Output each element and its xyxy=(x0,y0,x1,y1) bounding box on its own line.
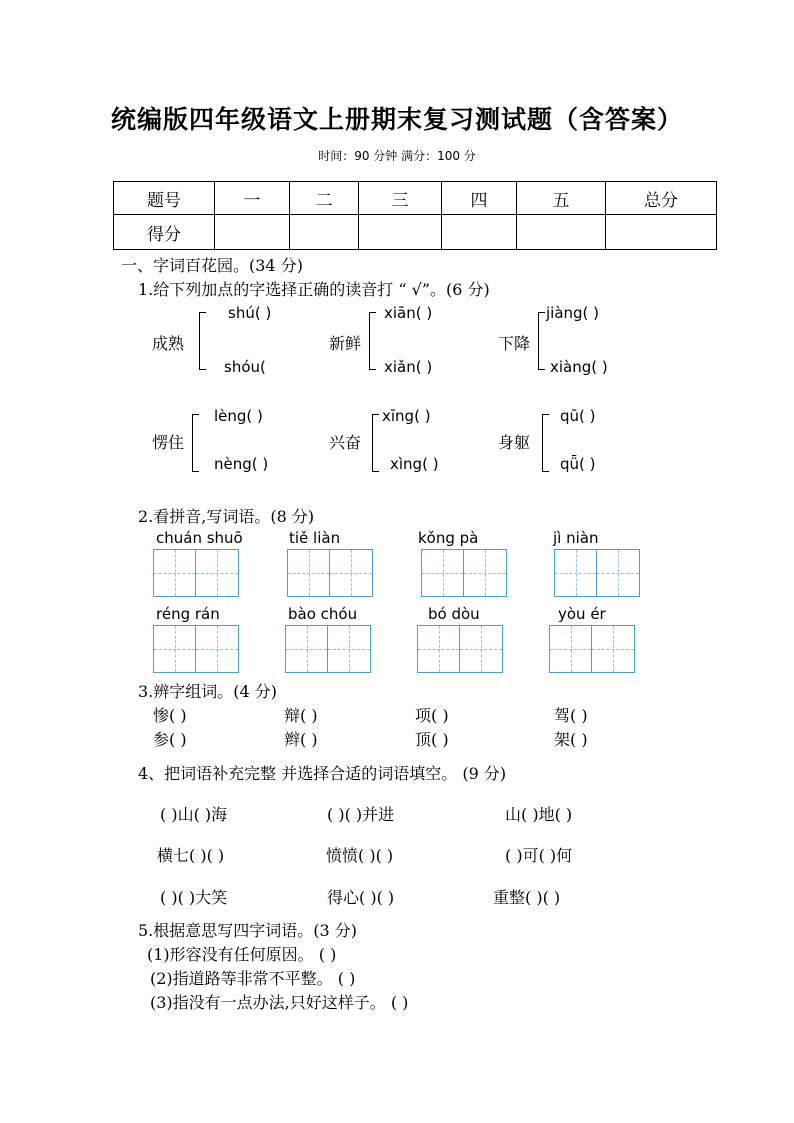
q1-option[interactable]: qū( ) xyxy=(560,407,596,425)
score-header-cell: 二 xyxy=(290,182,359,215)
section-1-heading: 一、字词百花园。(34 分) xyxy=(121,256,303,275)
q3-heading: 3.辨字组词。(4 分) xyxy=(138,682,278,701)
writing-grid[interactable] xyxy=(417,625,503,673)
writing-grid[interactable] xyxy=(554,549,640,597)
q3-item[interactable]: 惨( ) xyxy=(153,706,187,725)
score-header-cell: 一 xyxy=(215,182,290,215)
q1-option[interactable]: shú( ) xyxy=(228,304,272,322)
q1-option[interactable]: xìng( ) xyxy=(390,455,439,473)
q5-item[interactable]: (2)指道路等非常不平整。 ( ) xyxy=(150,969,356,988)
score-cell[interactable] xyxy=(359,215,442,250)
pinyin-label: yòu ér xyxy=(558,605,606,623)
q4-item[interactable]: 横七( )( ) xyxy=(157,846,225,865)
score-row-label: 得分 xyxy=(114,215,215,250)
score-header-cell: 总分 xyxy=(606,182,717,215)
q1-word: 愣住 xyxy=(152,433,185,452)
q3-item[interactable]: 参( ) xyxy=(153,730,187,749)
q4-item[interactable]: ( )可( )何 xyxy=(505,846,573,865)
q4-item[interactable]: 重整( )( ) xyxy=(493,888,561,907)
q1-option[interactable]: nèng( ) xyxy=(214,455,269,473)
q1-option[interactable]: lèng( ) xyxy=(214,407,263,425)
q3-item[interactable]: 项( ) xyxy=(415,706,449,725)
q4-item[interactable]: 山( )地( ) xyxy=(505,805,573,824)
q1-word: 新鲜 xyxy=(329,334,362,353)
bracket-icon xyxy=(538,312,545,370)
q5-heading: 5.根据意思写四字词语。(3 分) xyxy=(138,921,358,940)
score-header-cell: 四 xyxy=(442,182,517,215)
score-header-cell: 三 xyxy=(359,182,442,215)
q1-word: 成熟 xyxy=(152,334,185,353)
score-table xyxy=(113,181,717,250)
q3-item[interactable]: 顶( ) xyxy=(415,730,449,749)
q1-word: 兴奋 xyxy=(329,433,362,452)
bracket-icon xyxy=(372,414,379,472)
score-header-cell: 题号 xyxy=(114,182,215,215)
pinyin-label: chuán shuō xyxy=(156,529,243,547)
writing-grid[interactable] xyxy=(153,625,239,673)
q1-option[interactable]: xiān( ) xyxy=(384,304,433,322)
q4-item[interactable]: ( )( )并进 xyxy=(327,805,395,824)
score-table-header-row xyxy=(114,182,717,215)
q1-word: 下降 xyxy=(498,334,531,353)
q1-word: 身躯 xyxy=(498,433,531,452)
score-cell[interactable] xyxy=(290,215,359,250)
q3-item[interactable]: 辩( ) xyxy=(284,706,318,725)
exam-info: 时间：90 分钟 满分：100 分 xyxy=(318,149,476,163)
q2-heading: 2.看拼音,写词语。(8 分) xyxy=(138,507,315,526)
q3-item[interactable]: 辫( ) xyxy=(284,730,318,749)
writing-grid[interactable] xyxy=(421,549,507,597)
pinyin-label: tiě liàn xyxy=(289,529,341,547)
bracket-icon xyxy=(369,312,376,370)
pinyin-label: jì niàn xyxy=(553,529,599,547)
q4-heading: 4、把词语补充完整 并选择合适的词语填空。 (9 分) xyxy=(138,764,507,783)
q1-option[interactable]: xiǎn( ) xyxy=(384,358,433,376)
q4-item[interactable]: ( )山( )海 xyxy=(160,805,228,824)
pinyin-label: bào chóu xyxy=(288,605,358,623)
pinyin-label: kǒng pà xyxy=(418,529,479,547)
score-cell[interactable] xyxy=(442,215,517,250)
score-table-score-row xyxy=(114,215,717,250)
writing-grid[interactable] xyxy=(285,625,371,673)
q3-item[interactable]: 驾( ) xyxy=(554,706,588,725)
bracket-icon xyxy=(542,414,549,472)
writing-grid[interactable] xyxy=(153,549,239,597)
q1-heading: 1.给下列加点的字选择正确的读音打 “ √”。(6 分) xyxy=(138,280,490,299)
q1-option[interactable]: xīng( ) xyxy=(382,407,431,425)
score-cell[interactable] xyxy=(606,215,717,250)
q5-item[interactable]: (1)形容没有任何原因。 ( ) xyxy=(147,945,337,964)
q1-option[interactable]: shóu( xyxy=(224,358,266,376)
score-cell[interactable] xyxy=(517,215,606,250)
q4-item[interactable]: 得心( )( ) xyxy=(327,888,395,907)
q1-option[interactable]: qǖ( ) xyxy=(560,455,596,473)
q5-item[interactable]: (3)指没有一点办法,只好这样子。 ( ) xyxy=(150,993,409,1012)
writing-grid[interactable] xyxy=(287,549,373,597)
writing-grid[interactable] xyxy=(549,625,635,673)
page-title: 统编版四年级语文上册期末复习测试题（含答案） xyxy=(110,105,683,134)
q4-item[interactable]: ( )( )大笑 xyxy=(160,888,228,907)
score-header-cell: 五 xyxy=(517,182,606,215)
bracket-icon xyxy=(192,414,199,472)
pinyin-label: bó dòu xyxy=(428,605,480,623)
pinyin-label: réng rán xyxy=(156,605,220,623)
q1-option[interactable]: jiàng( ) xyxy=(546,304,600,322)
bracket-icon xyxy=(199,312,206,370)
score-cell[interactable] xyxy=(215,215,290,250)
q4-item[interactable]: 愤愤( )( ) xyxy=(326,846,394,865)
q1-option[interactable]: xiàng( ) xyxy=(550,358,608,376)
q3-item[interactable]: 架( ) xyxy=(554,730,588,749)
